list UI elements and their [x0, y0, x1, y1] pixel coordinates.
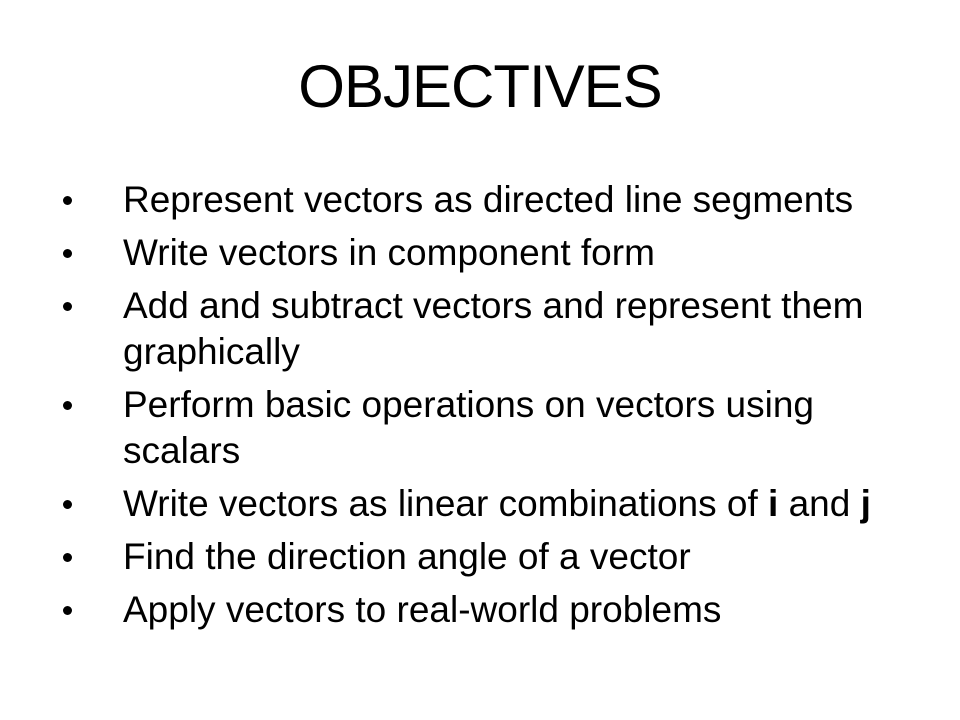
bold-j-symbol: j: [860, 483, 871, 524]
list-item: [63, 481, 913, 527]
list-item: [63, 230, 913, 276]
bullet-dot-icon: [63, 401, 72, 410]
bullet-list: [63, 177, 913, 640]
bullet-text: Apply vectors to real-world problems: [123, 589, 722, 630]
bullet-dot-icon: [63, 500, 72, 509]
bullet-text: Add and subtract vectors and represent them graphically: [123, 285, 864, 372]
list-item: [63, 177, 913, 223]
bullet-text-segment: and: [778, 483, 861, 524]
bold-i-symbol: i: [768, 483, 779, 524]
bullet-text: Write vectors in component form: [123, 232, 655, 273]
bullet-dot-icon: [63, 302, 72, 311]
bullet-text-segment: Write vectors as linear combinations of: [123, 483, 769, 524]
list-item: [63, 587, 913, 633]
bullet-text: [123, 481, 913, 527]
bullet-dot-icon: [63, 196, 72, 205]
bullet-text: Represent vectors as directed line segments: [123, 179, 854, 220]
list-item: [63, 534, 913, 580]
bullet-dot-icon: [63, 249, 72, 258]
bullet-dot-icon: [63, 606, 72, 615]
list-item: [63, 382, 913, 474]
list-item: [63, 283, 913, 375]
bullet-dot-icon: [63, 553, 72, 562]
bullet-text: Perform basic operations on vectors using scalars: [123, 384, 815, 471]
bullet-text: Find the direction angle of a vector: [123, 536, 691, 577]
page-title: OBJECTIVES: [298, 53, 662, 120]
